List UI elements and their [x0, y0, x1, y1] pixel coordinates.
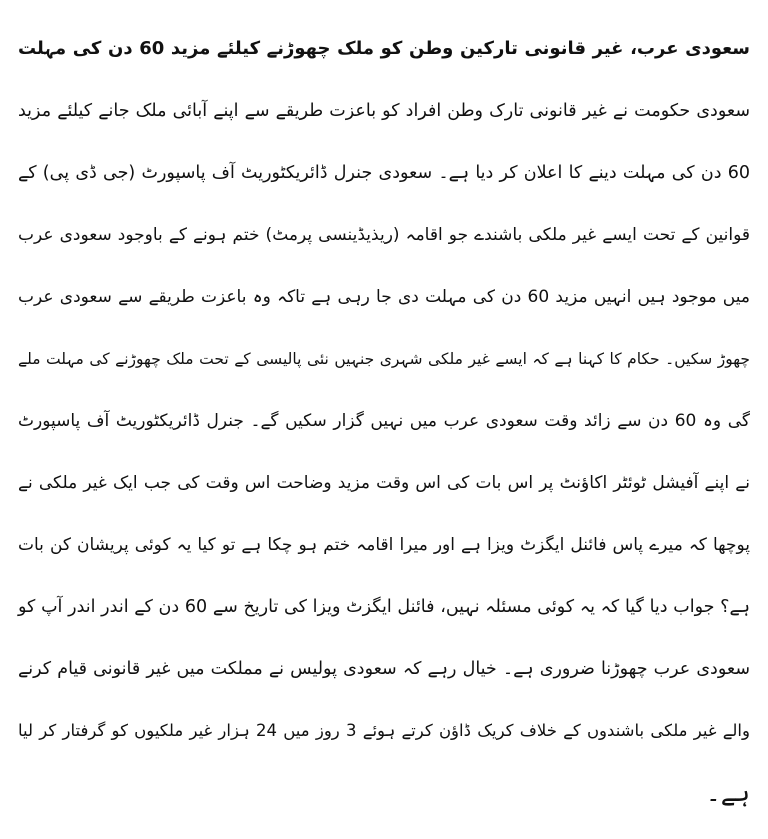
body-line: چھوڑ سکیں۔ حکام کا کہنا ہے کہ ایسے غیر ملکی شہری جنہیں نئی پالیسی کے تحت ملک چھوڑنے کی مہلت ملے — [18, 350, 750, 368]
body-line: سعودی حکومت نے غیر قانونی تارک وطن افراد کو باعزت طریقے سے اپنے آبائی ملک جانے کیلئے مزید — [18, 101, 750, 121]
article-headline: سعودی عرب، غیر قانونی تارکین وطن کو ملک چھوڑنے کیلئے مزید 60 دن کی مہلت — [18, 38, 750, 59]
body-line: 60 دن کی مہلت دینے کا اعلان کر دیا ہے۔ سعودی جنرل ڈائریکٹوریٹ آف پاسپورٹ (جی ڈی پی) کے — [18, 163, 750, 183]
body-line: پوچھا کہ میرے پاس فائنل ایگزٹ ویزا ہے اور میرا اقامہ ختم ہو چکا ہے تو کیا یہ کوئی پریشان کن بات — [18, 535, 750, 555]
body-line: والے غیر ملکی باشندوں کے خلاف کریک ڈاؤن کرتے ہوئے 3 روز میں 24 ہزار غیر ملکیوں کو گرفتار کر لیا — [18, 721, 750, 740]
body-line: ہے؟ جواب دیا گیا کہ یہ کوئی مسئلہ نہیں، فائنل ایگزٹ ویزا کی تاریخ سے 60 دن کے اندر اندر آپ کو — [18, 597, 750, 617]
body-line: میں موجود ہیں انہیں مزید 60 دن کی مہلت دی جا رہی ہے تاکہ وہ باعزت طریقے سے سعودی عرب — [18, 287, 750, 307]
article-body — [18, 80, 750, 824]
body-line: گی وہ 60 دن سے زائد وقت سعودی عرب میں نہیں گزار سکیں گے۔ جنرل ڈائریکٹوریٹ آف پاسپورٹ — [18, 411, 750, 431]
body-line: سعودی عرب چھوڑنا ضروری ہے۔ خیال رہے کہ سعودی پولیس نے مملکت میں غیر قانونی قیام کرنے — [18, 659, 750, 679]
body-line: نے اپنے آفیشل ٹوئٹر اکاؤنٹ پر اس بات کی اس وقت مزید وضاحت اس وقت کی جب ایک غیر ملکی نے — [18, 473, 750, 493]
body-line-final: ہے۔ — [706, 778, 750, 807]
body-line: قوانین کے تحت ایسے غیر ملکی باشندے جو اقامہ (ریذیڈینسی پرمٹ) ختم ہونے کے باوجود سعودی عرب — [18, 225, 750, 245]
article — [18, 18, 750, 824]
